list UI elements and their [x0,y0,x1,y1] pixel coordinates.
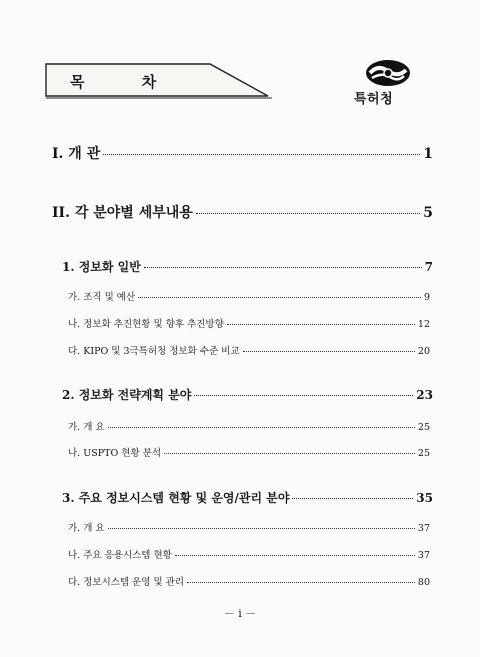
logo-text: 특허청 [354,92,394,107]
leader-dots [194,395,413,396]
toc-entry-title: 1. 정보화 일반 [62,260,141,274]
leader-dots [243,351,415,352]
toc-entry-title: I. 개 관 [52,146,101,162]
toc-entry-page: 5 [423,205,433,221]
toc-entry-page: 35 [416,491,433,505]
page-header [0,0,480,110]
leader-dots [196,213,420,214]
toc-entry[interactable] [52,143,433,163]
toc-entry[interactable] [68,316,430,330]
toc-entry[interactable] [68,520,430,534]
toc-entry[interactable] [62,258,433,275]
leader-dots [144,267,422,268]
toc-entry-page: 37 [417,550,430,561]
leader-dots [187,582,415,583]
toc-entry-title: 다. KIPO 및 3극특허청 정보화 수준 비교 [68,346,240,357]
toc-entry[interactable] [62,386,433,403]
toc-entry[interactable] [68,419,430,433]
toc-entry-title: 다. 정보시스템 운영 및 관리 [68,577,185,588]
toc-entry-title: 나. 주요 응용시스템 현황 [68,550,172,561]
toc-entry-page: 9 [423,292,430,303]
toc-entry-page: 7 [424,260,433,274]
leader-dots [108,427,415,428]
toc-entry[interactable] [68,445,430,459]
toc-entry-title: 나. 정보화 추진현황 및 향후 추진방향 [68,319,224,330]
toc-entry[interactable] [68,343,430,357]
toc-entry-page: 1 [423,146,433,162]
leader-dots [175,555,415,556]
toc-entry-title: 3. 주요 정보시스템 현황 및 운영/관리 분야 [62,491,290,505]
kipo-emblem-icon [358,58,418,90]
toc-entry-page: 80 [417,577,430,588]
toc-entry-title: 가. 개 요 [68,523,105,534]
toc-entry-page: 12 [417,319,430,330]
toc-entry[interactable] [52,202,433,222]
toc-entry-page: 37 [417,523,430,534]
toc-entry-page: 25 [417,422,430,433]
leader-dots [227,324,415,325]
toc-entry-title: II. 각 분야별 세부내용 [52,205,193,221]
leader-dots [103,154,420,155]
toc-entry[interactable] [68,547,430,561]
title-tab-frame [0,0,300,110]
toc-entry[interactable] [68,289,430,303]
kipo-logo [352,58,424,106]
toc-entry-page: 23 [416,388,433,402]
page-number-footer: － i － [223,607,257,620]
toc-entry-title: 2. 정보화 전략계획 분야 [62,388,192,402]
leader-dots [108,528,415,529]
leader-dots [138,297,421,298]
toc-entry-title: 가. 조직 및 예산 [68,292,136,303]
toc-entry-title: 가. 개 요 [68,422,105,433]
toc-entry-title: 나. USPTO 현황 분석 [68,448,161,459]
page-title: 목 차 [70,73,183,91]
toc-entry[interactable] [62,489,433,506]
leader-dots [164,453,415,454]
leader-dots [292,498,413,499]
toc-entry-page: 20 [417,346,430,357]
toc-entry[interactable] [68,574,430,588]
toc-entry-page: 25 [417,448,430,459]
